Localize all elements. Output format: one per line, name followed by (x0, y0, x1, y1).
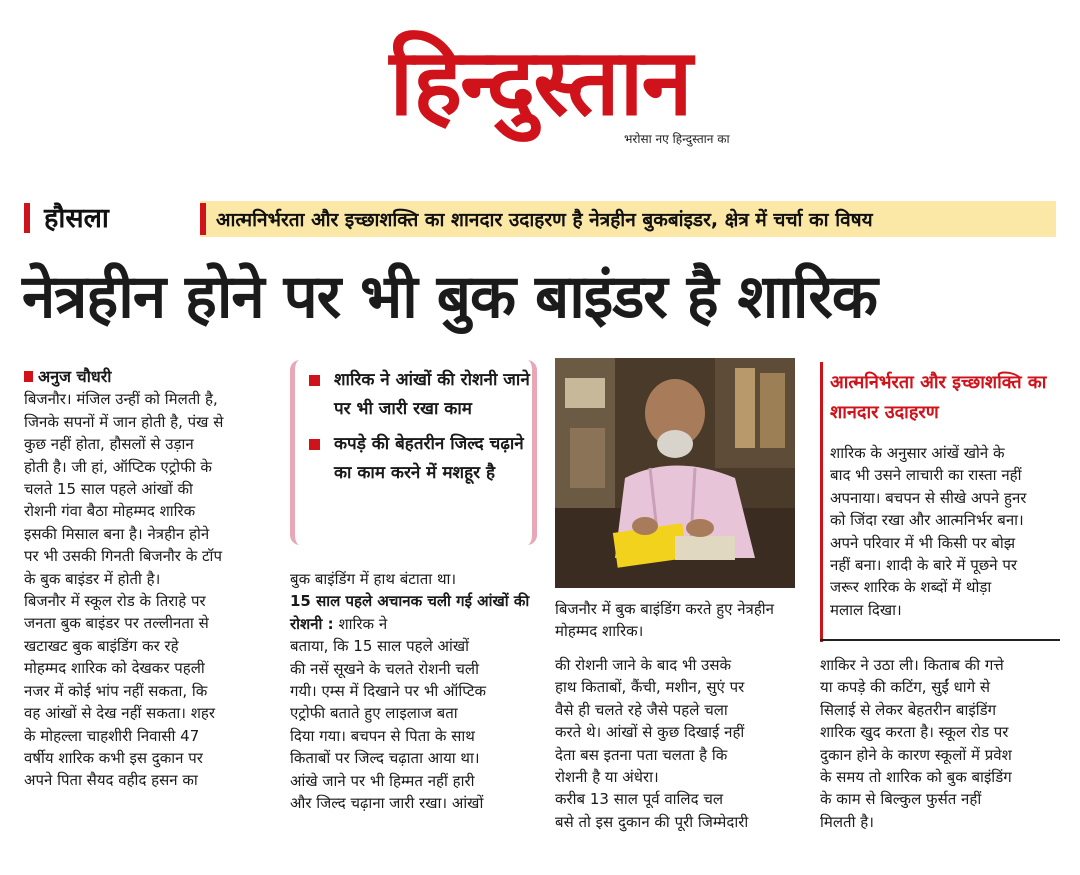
column-1-line: रोशनी गंवा बैठा मोहम्मद शारिक (24, 502, 196, 521)
column-3-line: बसे तो इस दुकान की पूरी जिम्मेदारी (555, 812, 749, 831)
pull-quote-box (290, 360, 537, 545)
column-2-line: एट्रोफी बताते हुए लाइलाज बता (290, 704, 458, 723)
column-4-line: दुकान होने के कारण स्कूलों में प्रवेश (820, 745, 1012, 764)
column-2-line: दिया गया। बचपन से पिता के साथ (290, 726, 475, 745)
book-binder-photo-illustration (555, 358, 795, 588)
column-1-line: जिनके सपनों में जान होती है, पंख से (24, 412, 224, 431)
column-4-line: मिलती है। (820, 812, 874, 831)
column-1-line: जनता बुक बाइंडर पर तल्लीनता से (24, 614, 209, 633)
column-1-line: इसकी मिसाल बना है। नेत्रहीन होने (24, 524, 210, 543)
sidebar-line: मलाल दिखा। (830, 600, 902, 619)
article-column-3 (555, 654, 800, 833)
column-1-line: के मोहल्ला चाहशीरी निवासी 47 (24, 726, 200, 745)
article-column-2 (290, 568, 535, 814)
column-1-line: मोहम्मद शारिक को देखकर पहली (24, 659, 205, 678)
byline (24, 366, 274, 388)
column-1-line: कुछ नहीं होता, हौसलों से उड़ान (24, 435, 194, 454)
column-2-line: किताबों पर जिल्द चढ़ाता आया था। (290, 749, 480, 768)
sidebar-body (830, 442, 1060, 621)
pull-quote-marker (309, 375, 320, 386)
column-2-line: शारिक ने (338, 614, 388, 633)
sidebar-line: को जिंदा रखा और आत्मनिर्भर बना। (830, 511, 1024, 530)
column-4-line: सिलाई से लेकर बेहतरीन बाइंडिंग (820, 700, 997, 719)
column-1-line: अपने पिता सैयद वहीद हसन का (24, 771, 198, 790)
column-3-line: हाथ किताबों, कैंची, मशीन, सुएं पर (555, 678, 745, 697)
column-3-line: करीब 13 साल पूर्व वालिद चल (555, 790, 724, 809)
sidebar-line: शारिक के अनुसार आंखें खोने के (830, 444, 1005, 462)
sidebar-rule (820, 362, 823, 642)
article-strapline: आत्मनिर्भरता और इच्छाशक्ति का शानदार उदाहरण है नेत्रहीन बुकबांइडर, क्षेत्र में चर्चा का विषय (216, 209, 873, 231)
column-1-line: बिजनौर में स्कूल रोड के तिराहे पर (24, 592, 206, 611)
column-4-line: या कपड़े की कटिंग, सुईं धागे से (820, 678, 991, 697)
column-1-line: नजर में कोई भांप नहीं सकता, कि (24, 681, 208, 700)
column-3-line: देता बस इतना पता चलता है कि (555, 745, 728, 764)
column-1-line: खटाखट बुक बाइंडिंग कर रहे (24, 636, 179, 655)
pull-quote (309, 366, 532, 424)
pull-quote (309, 430, 532, 488)
column-2-line: और जिल्द चढ़ाना जारी रखा। आंखों (290, 794, 484, 813)
column-1-line: बिजनौर। मंजिल उन्हीं को मिलती है, (24, 390, 218, 409)
newspaper-masthead: हिन्दुस्तान (389, 28, 691, 136)
pull-quote-text: शारिक ने आंखों की रोशनी जाने पर भी जारी रखा काम (334, 370, 530, 419)
pull-quote-marker (309, 439, 320, 450)
column-4-line: के काम से बिल्कुल फुर्सत नहीं (820, 790, 982, 809)
kicker-marker (24, 203, 30, 233)
article-column-1 (24, 366, 274, 792)
photo-caption: बिजनौर में बुक बाइंडिंग करते हुए नेत्रहीन मोहम्मद शारिक। (555, 600, 775, 640)
article-headline: नेत्रहीन होने पर भी बुक बाइंडर है शारिक (22, 262, 877, 332)
column-3-line: वैसे ही चलते रहे जैसे पहले चला (555, 700, 728, 719)
article-kicker: हौसला (44, 203, 109, 234)
sidebar-bottom-rule (820, 639, 1060, 641)
byline-marker (24, 371, 33, 382)
strap-marker (200, 203, 206, 235)
column-1-line: चलते 15 साल पहले आंखों की (24, 480, 193, 499)
sidebar-line: नहीं बना। शादी के बारे में पूछने पर (830, 556, 1018, 575)
column-2-subhead: 15 साल पहले अचानक चली गई आंखों की रोशनी : (290, 592, 530, 633)
article-photo (555, 358, 795, 588)
column-1-line: होती है। जी हां, ऑप्टिक एट्रोफी के (24, 457, 212, 476)
masthead-tagline: भरोसा नए हिन्दुस्तान का (624, 132, 730, 146)
byline-name: अनुज चौधरी (38, 367, 112, 386)
sidebar-line: अपने परिवार में भी किसी पर बोझ (830, 533, 1016, 552)
column-2-line: बताया, कि 15 साल पहले आंखों (290, 637, 470, 656)
column-1-line: पर भी उसकी गिनती बिजनौर के टॉप (24, 547, 222, 566)
sidebar-title: आत्मनिर्भरता और इच्छाशक्ति का शानदार उदाहरण (830, 372, 1047, 423)
column-4-line: शाकिर ने उठा ली। किताब की गत्ते (820, 656, 1004, 674)
column-2-line: गयी। एम्स में दिखाने पर भी ऑप्टिक (290, 682, 487, 701)
column-4-line: के समय तो शारिक को बुक बाइंडिंग (820, 768, 1012, 787)
column-1-line: के बुक बाइंडर में होती है। (24, 569, 161, 588)
column-2-lead: बुक बाइंडिंग में हाथ बंटाता था। (290, 570, 457, 588)
sidebar-line: अपनाया। बचपन से सीखे अपने हुनर (830, 488, 1027, 507)
column-4-line: शारिक खुद करता है। स्कूल रोड पर (820, 723, 1009, 742)
pull-quote-text: कपड़े की बेहतरीन जिल्द चढ़ाने का काम करने में मशहूर है (334, 434, 524, 483)
column-3-line: की रोशनी जाने के बाद भी उसके (555, 656, 732, 674)
sidebar-line: बाद भी उसने लाचारी का रास्ता नहीं (830, 466, 1022, 485)
column-2-line: की नसें सूखने के चलते रोशनी चली (290, 659, 479, 678)
article-column-4 (820, 654, 1065, 833)
column-3-line: करते थे। आंखों से कुछ दिखाई नहीं (555, 723, 745, 742)
column-1-line: वह आंखों से देख नहीं सकता। शहर (24, 704, 216, 723)
column-1-line: वर्षीय शारिक कभी इस दुकान पर (24, 748, 203, 767)
sidebar-line: जरूर शारिक के शब्दों में थोड़ा (830, 578, 992, 597)
column-2-line: आंखे जाने पर भी हिम्मत नहीं हारी (290, 771, 475, 790)
column-3-line: रोशनी है या अंधेरा। (555, 768, 659, 787)
